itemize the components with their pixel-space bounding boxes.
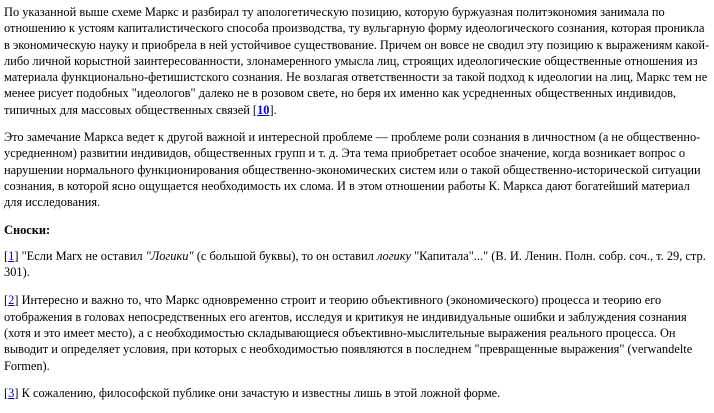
footnote-link-3[interactable]: 3 <box>8 385 15 400</box>
footnote-3: [3] К сожалению, философской публике они зачастую и известны лишь в этой ложной форме. <box>4 385 501 400</box>
footnote-2-text: Интересно и важно то, что Маркс одновременно строит и теорию объективного (экономического) процесса и теорию его отображения в головах непосредственных его агентов, исследуя и критикуя не индивидуальные ошибки и заблуждения сознания (хотя и это имеет место), а с необходимостью складывающиеся объективно-мыслительные выражения реального процесса. Он выводит и определяет условия, при которых с необходимостью появляются в последнем "превращенные выражения" (verwandelte Formen). <box>4 293 693 373</box>
footnote-ref-bracket-open: [ <box>252 102 258 117</box>
footnote-1-text-b: (с большой буквы), то он оставил <box>193 248 377 263</box>
footnotes-heading: Сноски: <box>4 222 51 237</box>
footnote-2: [2] Интересно и важно то, что Маркс одновременно строит и теорию объективного (экономического) процесса и теорию его отображения в головах непосредственных его агентов, исследуя и критикуя не индивидуальные ошибки и заблуждения сознания (хотя и это имеет место), а с необходимостью складывающиеся объективно-мыслительные выражения реального процесса. Он выводит и определяет условия, при которых с необходимостью появляются в последнем "превращенные выражения" (verwandelte Formen). <box>4 293 693 373</box>
paragraph-1-end: . <box>273 102 277 117</box>
footnote-ref-bracket-close: ] <box>269 102 274 117</box>
footnote-link-1[interactable]: 1 <box>8 248 15 263</box>
paragraph-2: Это замечание Маркса ведет к другой важной и интересной проблеме — проблеме роли сознания в личностном (а не общественно-усредненном) развитии индивидов, общественных групп и т. д. Эта тема приобретает особое значение, когда возникает вопрос о нарушении нормального функционирования общественно-экономических систем или о такой общественно-исторической ситуации сознания, в которой ясно ощущается необходимость их слома. И в этом отношении работы К. Маркса дают богатейший материал для исследования. <box>4 130 701 210</box>
footnote-1-text-c: "Капитала"..." (В. И. Ленин. Полн. собр. соч., т. 29, стр. 301). <box>4 248 706 280</box>
footnote-1-italic-logic: логику <box>376 248 412 263</box>
footnote-link-2[interactable]: 2 <box>8 293 15 308</box>
footnote-1-text-a: "Если Marx не оставил <box>18 248 146 263</box>
footnote-3-text: К сожалению, философской публике они зачастую и известны лишь в этой ложной форме. <box>18 385 501 400</box>
footnote-ref-link-10[interactable]: 10 <box>257 102 270 117</box>
paragraph-1-text: По указанной выше схеме Маркс и разбирал ту апологетическую позицию, которую буржуазная политэкономия занимала по отношению к устоям капиталистического способа производства, ту вульгарную форму идеологического сознания, которая проникла в экономическую науку и приобрела в ней устойчивое существование. Причем он вовсе не сводил эту позицию к выражениям какой-либо личной корыстной заинтересованности, злонамеренного умысла лиц, строящих идеологические общественные отношения из материала функционально-фетишистского сознания. Не возлагая ответственности за такой подход к идеологии на лиц, Маркс тем не менее рисует подобных "идеологов" далеко не в розовом свете, но беря их именно как усредненных общественных индивидов, типичных для массовых общественных связей <box>4 5 710 117</box>
paragraph-1 <box>4 4 710 118</box>
footnote-1: [1] "Если Marx не оставил "Логики" (с большой буквы), то он оставил логику "Капитала"..." (В. И. Ленин. Полн. собр. соч., т. 29, стр. 301). <box>4 248 706 280</box>
footnote-1-italic-logic-capital: "Логики" <box>145 248 194 263</box>
